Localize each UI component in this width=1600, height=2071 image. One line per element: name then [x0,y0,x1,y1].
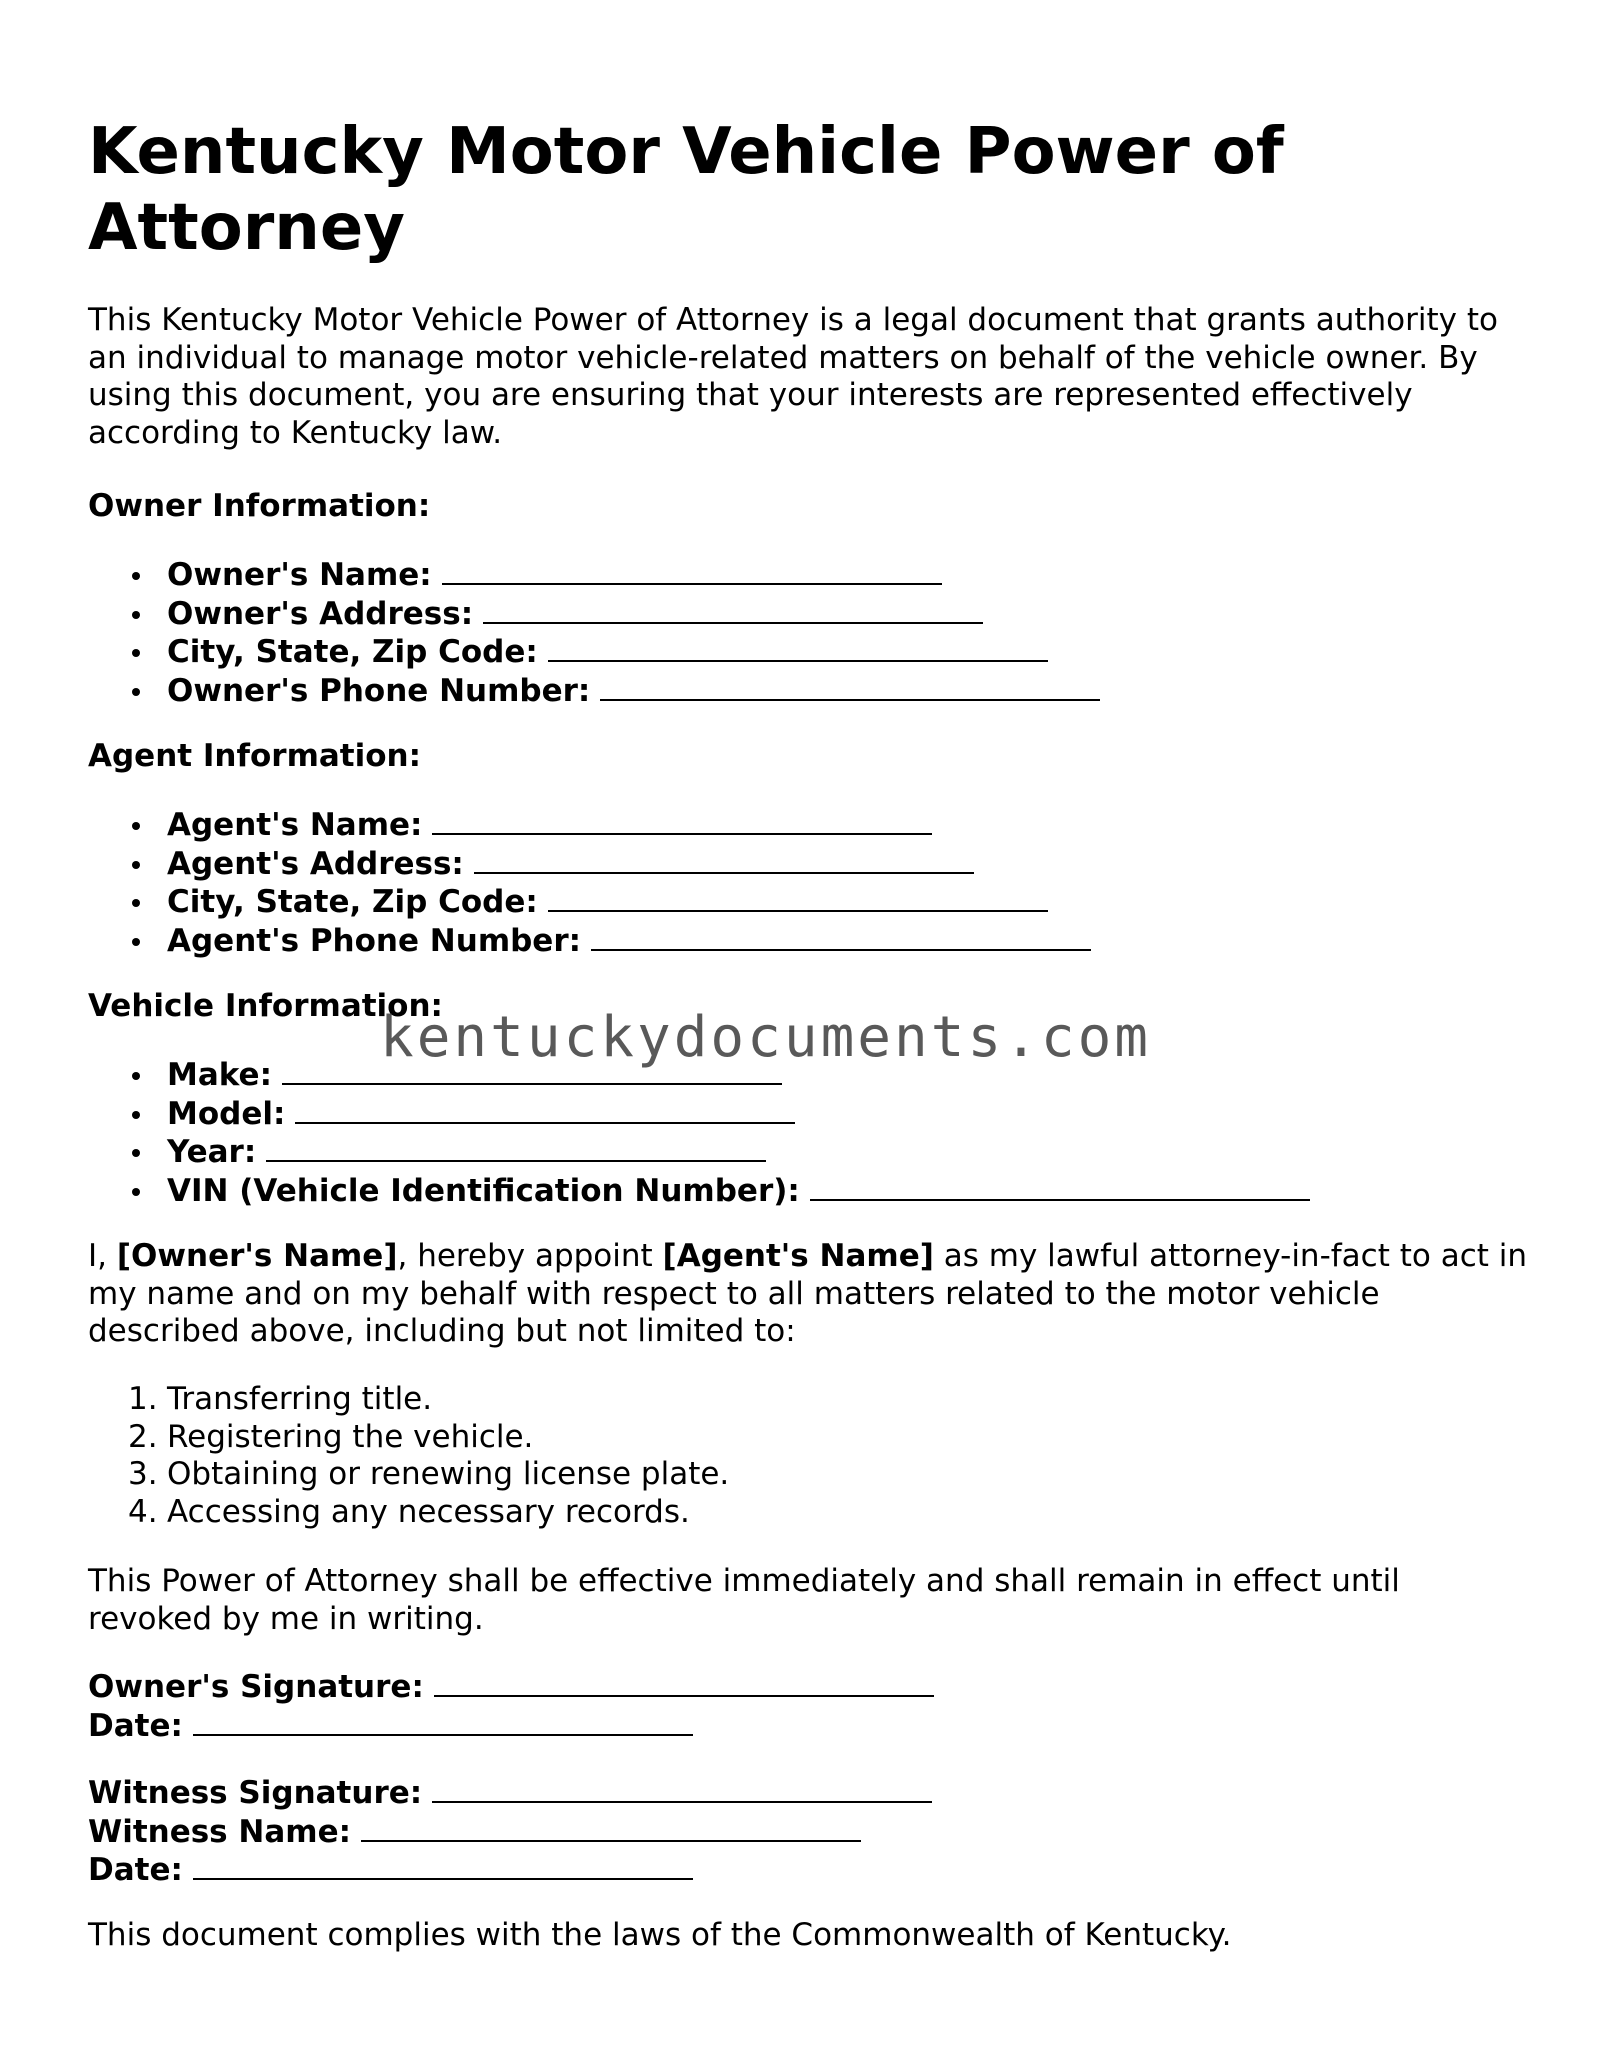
owner-date-blank[interactable] [193,1707,693,1736]
owner-city-state-zip-field [88,633,1528,672]
vehicle-year-blank[interactable] [266,1133,766,1162]
power-number: 2. [128,1418,158,1455]
appointment-paragraph [88,1238,1528,1351]
witness-name-label: Witness Name: [88,1813,352,1850]
field-label: Agent's Address: [167,845,464,882]
vehicle-section-heading: Vehicle Information: [88,988,443,1024]
owner-address-blank[interactable] [483,595,983,624]
document-title: Kentucky Motor Vehicle Power of Attorney [88,115,1284,265]
witness-date-blank[interactable] [193,1851,693,1880]
power-item [88,1456,1528,1494]
field-label: City, State, Zip Code: [167,884,538,920]
owner-city-state-zip-blank[interactable] [548,633,1048,662]
appointment-middle: , hereby appoint [397,1238,663,1274]
witness-signature-block [88,1774,1528,1890]
agent-phone-blank[interactable] [591,922,1091,951]
agent-city-state-zip-blank[interactable] [548,883,1048,912]
field-label: VIN (Vehicle Identification Number): [167,1172,800,1209]
power-number: 3. [128,1456,158,1492]
agent-address-field [88,845,1528,884]
vehicle-make-field [88,1056,1528,1095]
power-item [88,1494,1528,1532]
field-label: City, State, Zip Code: [167,634,538,670]
agent-name-blank[interactable] [432,806,932,835]
vehicle-fields [88,1056,1528,1210]
owner-signature-blank[interactable] [434,1668,934,1697]
power-text: Obtaining or renewing license plate. [167,1456,730,1492]
agent-phone-field [88,922,1528,961]
owner-signature-line [88,1668,1528,1707]
agent-address-blank[interactable] [474,845,974,874]
field-label: Make: [167,1057,272,1093]
vehicle-model-field [88,1095,1528,1134]
appointment-suffix: as my lawful attorney-in-fact to act in my name and on my behalf with respect to all matters related to the motor vehicle described above, including but not limited to: [88,1238,1528,1349]
agent-name-field [88,806,1528,845]
witness-signature-label: Witness Signature: [88,1775,423,1811]
power-item [88,1381,1528,1419]
powers-list [88,1381,1528,1531]
field-label: Year: [167,1134,257,1170]
effective-clause: This Power of Attorney shall be effective immediately and shall remain in effect until revoked by me in writing. [88,1563,1400,1637]
compliance-statement: This document complies with the laws of the Commonwealth of Kentucky. [88,1917,1232,1953]
field-label: Owner's Phone Number: [167,672,591,709]
owner-phone-field [88,672,1528,711]
intro-paragraph: This Kentucky Motor Vehicle Power of Attorney is a legal document that grants authority to an individual to manage motor vehicle-related matters on behalf of the vehicle owner. By using this document, you are ensuring that your interests are represented effectively according to Kentucky law. [88,302,1498,451]
power-text: Transferring title. [167,1381,433,1417]
power-item [88,1419,1528,1457]
power-text: Accessing any necessary records. [167,1493,690,1530]
field-label: Model: [167,1095,286,1132]
agent-fields [88,806,1528,960]
field-label: Owner's Name: [167,557,432,593]
agent-section-heading: Agent Information: [88,738,421,774]
vehicle-model-blank[interactable] [295,1095,795,1124]
witness-name-blank[interactable] [361,1813,861,1842]
appointment-prefix: I, [88,1238,117,1274]
field-label: Owner's Address: [167,595,474,632]
vehicle-vin-blank[interactable] [810,1172,1310,1201]
vehicle-make-blank[interactable] [282,1056,782,1085]
witness-signature-line [88,1774,1528,1813]
owner-name-placeholder: [Owner's Name] [116,1238,398,1274]
witness-signature-blank[interactable] [432,1774,932,1803]
agent-name-placeholder: [Agent's Name] [662,1238,934,1274]
watermark: kentuckydocuments.com [380,1005,1152,1070]
agent-city-state-zip-field [88,883,1528,922]
owner-phone-blank[interactable] [600,672,1100,701]
owner-fields [88,556,1528,710]
vehicle-year-field [88,1133,1528,1172]
owner-address-field [88,595,1528,634]
owner-date-line [88,1707,1528,1746]
owner-signature-label: Owner's Signature: [88,1669,424,1705]
vehicle-vin-field [88,1172,1528,1211]
power-number: 1. [128,1381,158,1417]
witness-name-line [88,1813,1528,1852]
power-number: 4. [128,1493,158,1530]
owner-date-label: Date: [88,1707,183,1744]
owner-signature-block [88,1668,1528,1745]
owner-name-blank[interactable] [442,556,942,585]
witness-date-label: Date: [88,1852,183,1888]
witness-date-line [88,1851,1528,1890]
power-text: Registering the vehicle. [167,1418,534,1455]
owner-section-heading: Owner Information: [88,488,431,524]
owner-name-field [88,556,1528,595]
field-label: Agent's Phone Number: [167,922,582,959]
field-label: Agent's Name: [167,807,423,843]
